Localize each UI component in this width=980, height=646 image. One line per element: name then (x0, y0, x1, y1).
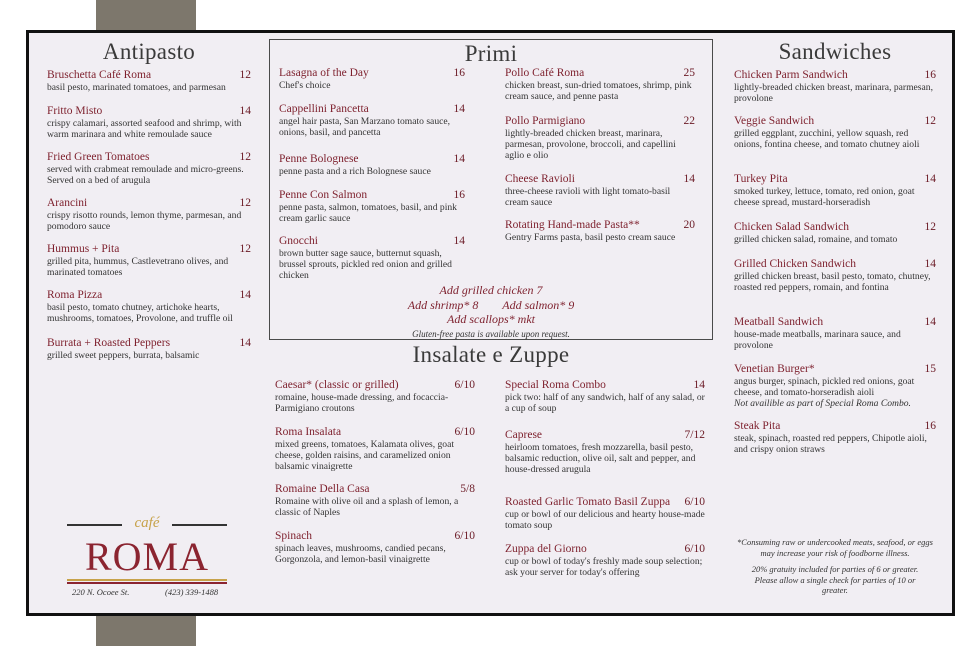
item-description: crispy risotto rounds, lemon thyme, parmesan, and pomodoro sauce (47, 210, 242, 233)
menu-item (734, 173, 936, 208)
item-name: Pollo Parmigiano (505, 115, 586, 127)
item-name: Penne Con Salmon (279, 189, 368, 201)
item-price: 6/10 (454, 426, 475, 438)
primi-heading: Primi (464, 41, 518, 66)
item-description: crispy calamari, assorted seafood and shrimp, with warm marinara and white remoulade sauce (47, 118, 242, 141)
menu-item (505, 219, 695, 243)
item-description: smoked turkey, lettuce, tomato, red onion, goat cheese spread, mustard-horseradish (734, 186, 915, 209)
logo-stripe-gold (67, 579, 227, 581)
item-description: house-made meatballs, marinara sauce, and provolone (734, 329, 901, 352)
menu-item (47, 105, 251, 140)
item-name: Roma Insalata (275, 426, 342, 438)
item-description: Romaine with olive oil and a splash of lemon, a classic of Naples (275, 496, 459, 519)
addon-shrimp: Add shrimp* 8 (407, 297, 479, 312)
menu-item (734, 363, 936, 410)
item-description: three-cheese ravioli with light tomato-basil cream sauce (505, 186, 671, 209)
menu-item (275, 530, 475, 565)
antipasto-column (47, 39, 251, 65)
item-name: Romaine Della Casa (275, 483, 370, 495)
logo-cafe-text: café (134, 515, 160, 531)
item-price: 12 (924, 115, 936, 127)
sandwiches-heading: Sandwiches (778, 39, 892, 64)
item-price: 14 (924, 173, 936, 185)
menu-item (47, 69, 251, 93)
item-name: Grilled Chicken Sandwich (734, 258, 857, 270)
addon-shrimp-salmon (269, 298, 713, 313)
item-price: 14 (924, 316, 936, 328)
item-price: 16 (453, 189, 465, 201)
menu-item (47, 243, 251, 278)
item-description: romaine, house-made dressing, and focaccia-Parmigiano croutons (275, 392, 449, 415)
menu-item (275, 379, 475, 414)
item-price: 14 (453, 153, 465, 165)
menu-item (275, 426, 475, 473)
item-description: grilled sweet peppers, burrata, balsamic (47, 350, 200, 361)
item-description: basil pesto, marinated tomatoes, and parmesan (47, 82, 226, 93)
menu-item (734, 69, 936, 104)
item-description: Gentry Farms pasta, basil pesto cream sauce (505, 232, 676, 243)
menu-item (734, 115, 936, 150)
phone-text: (423) 339-1488 (165, 587, 219, 597)
logo-roma-text: ROMA (84, 534, 210, 579)
menu-item (47, 289, 251, 324)
insalate-heading: Insalate e Zuppe (412, 342, 570, 367)
addon-scallops: Add scallops* mkt (447, 312, 535, 326)
item-name: Roasted Garlic Tomato Basil Zuppa (505, 496, 671, 508)
menu-item (505, 173, 695, 208)
item-name: Steak Pita (734, 420, 781, 432)
item-description: heirloom tomatoes, fresh mozzarella, basil pesto, balsamic reduction, olive oil, salt and pepper, and house-dressed arugula (505, 442, 696, 476)
item-price: 6/10 (684, 543, 705, 555)
item-price: 6/10 (684, 496, 705, 508)
item-price: 6/10 (454, 379, 475, 391)
gratuity-note: 20% gratuity included for parties of 6 or greater. Please allow a single check for parties of 10 or greater. (751, 564, 919, 595)
menu-item (734, 221, 936, 245)
item-name: Spinach (275, 530, 313, 542)
item-name: Pollo Café Roma (505, 67, 585, 79)
item-price: 14 (453, 103, 465, 115)
menu-item (505, 67, 695, 102)
bottom-tab-decoration (96, 616, 196, 646)
item-price: 22 (683, 115, 695, 127)
item-name: Lasagna of the Day (279, 67, 369, 79)
gluten-free-note: Gluten-free pasta is available upon request. (412, 328, 570, 339)
cafe-roma-logo (67, 515, 227, 601)
item-description: brown butter sage sauce, butternut squash, brussel sprouts, pickled red onion and grilled chicken (279, 248, 452, 282)
item-name: Hummus + Pita (47, 243, 120, 255)
menu-item (279, 67, 465, 91)
item-price: 14 (924, 258, 936, 270)
item-name: Veggie Sandwich (734, 115, 815, 127)
item-price: 5/8 (460, 483, 475, 495)
item-description: penne pasta and a rich Bolognese sauce (279, 166, 431, 177)
item-price: 7/12 (684, 429, 705, 441)
item-description: angel hair pasta, San Marzano tomato sauce, onions, basil, and pancetta (279, 116, 451, 139)
item-description: served with crabmeat remoulade and micro-greens. Served on a bed of arugula (47, 164, 244, 187)
item-description: grilled eggplant, zucchini, yellow squash, red onions, fontina cheese, and tomato chutney aioli (734, 128, 920, 151)
item-description: grilled chicken salad, romaine, and tomato (734, 234, 898, 245)
menu-item (505, 543, 705, 578)
item-description: lightly-breaded chicken breast, marinara, parmesan, provolone, broccoli, and capellini aglio e olio (505, 128, 676, 162)
top-tab-decoration (96, 0, 196, 30)
item-name: Special Roma Combo (505, 379, 606, 391)
item-name: Fried Green Tomatoes (47, 151, 150, 163)
menu-item (47, 197, 251, 232)
menu-card (26, 30, 955, 616)
item-price: 20 (683, 219, 695, 231)
menu-item (505, 496, 705, 531)
menu-item (279, 189, 465, 224)
menu-item (734, 420, 936, 455)
item-description: grilled chicken breast, basil pesto, tomato, chutney, roasted red peppers, romain, and fontina (734, 271, 931, 294)
item-description: steak, spinach, roasted red peppers, Chipotle aioli, and crispy onion straws (734, 433, 927, 456)
item-description: mixed greens, tomatoes, Kalamata olives, goat cheese, golden raisins, and caramelized onion balsamic vinaigrette (275, 439, 455, 473)
item-description: lightly-breaded chicken breast, marinara, parmesan, provolone (734, 82, 933, 105)
item-price: 12 (239, 243, 251, 255)
item-price: 14 (239, 105, 251, 117)
item-name: Cappellini Pancetta (279, 103, 369, 115)
item-name: Penne Bolognese (279, 153, 359, 165)
item-description: cup or bowl of today's freshly made soup selection; ask your server for today's offering (505, 556, 703, 579)
item-name: Caprese (505, 429, 543, 441)
item-price: 14 (239, 289, 251, 301)
item-name: Meatball Sandwich (734, 316, 824, 328)
menu-item (47, 151, 251, 186)
menu-item (734, 316, 936, 351)
antipasto-heading: Antipasto (102, 39, 196, 64)
item-note: Not availible as part of Special Roma Combo. (734, 398, 911, 410)
item-description: Chef's choice (279, 80, 331, 91)
item-description: basil pesto, tomato chutney, artichoke hearts, mushrooms, tomatoes, Provolone, and truffle oil (47, 302, 233, 325)
menu-item (275, 483, 475, 518)
logo-stripe-red (67, 582, 227, 584)
primi-addons (269, 283, 713, 341)
item-description: grilled pita, hummus, Castlevetrano olives, and marinated tomatoes (47, 256, 229, 279)
item-description: cup or bowl of our delicious and hearty house-made tomato soup (505, 509, 705, 532)
item-description: spinach leaves, mushrooms, candied pecans, Gorgonzola, and lemon-basil vinaigrette (275, 543, 446, 566)
item-name: Fritto Misto (47, 105, 103, 117)
menu-item (279, 103, 465, 138)
item-name: Venetian Burger* (734, 363, 815, 375)
menu-item (47, 337, 251, 361)
item-price: 12 (239, 197, 251, 209)
item-price: 14 (453, 235, 465, 247)
item-name: Chicken Parm Sandwich (734, 69, 848, 81)
item-price: 16 (924, 420, 936, 432)
item-description: pick two: half of any sandwich, half of any salad, or a cup of soup (505, 392, 705, 415)
sandwiches-column (733, 39, 937, 65)
insalate-column (269, 342, 713, 368)
item-name: Caesar* (classic or grilled) (275, 379, 399, 391)
item-name: Arancini (47, 197, 88, 209)
menu-item (279, 153, 465, 177)
item-name: Chicken Salad Sandwich (734, 221, 849, 233)
item-price: 14 (239, 337, 251, 349)
item-price: 6/10 (454, 530, 475, 542)
item-name: Gnocchi (279, 235, 318, 247)
menu-item (734, 258, 936, 293)
item-price: 16 (453, 67, 465, 79)
item-price: 14 (683, 173, 695, 185)
item-price: 15 (924, 363, 936, 375)
item-name: Turkey Pita (734, 173, 788, 185)
item-price: 12 (239, 151, 251, 163)
item-name: Zuppa del Giorno (505, 543, 587, 555)
item-description: penne pasta, salmon, tomatoes, basil, and pink cream garlic sauce (279, 202, 457, 225)
address-text: 220 N. Ocoee St. (72, 587, 130, 597)
menu-item (505, 379, 705, 414)
consuming-note: *Consuming raw or undercooked meats, seafood, or eggs may increase your risk of foodborne illness. (737, 537, 933, 558)
menu-item (505, 115, 695, 162)
item-name: Roma Pizza (47, 289, 103, 301)
menu-item (279, 235, 465, 282)
item-name: Burrata + Roasted Peppers (47, 337, 171, 349)
item-price: 12 (239, 69, 251, 81)
item-price: 12 (924, 221, 936, 233)
addon-chicken: Add grilled chicken 7 (439, 283, 543, 297)
item-description: angus burger, spinach, pickled red onions, goat cheese, and tomato-horseradish aioli (734, 376, 915, 399)
item-name: Bruschetta Café Roma (47, 69, 152, 81)
item-name: Cheese Ravioli (505, 173, 575, 185)
addon-salmon: Add salmon* 9 (502, 297, 575, 312)
item-name: Rotating Hand-made Pasta** (505, 219, 640, 231)
item-price: 16 (924, 69, 936, 81)
item-price: 25 (683, 67, 695, 79)
item-price: 14 (693, 379, 705, 391)
item-description: chicken breast, sun-dried tomatoes, shrimp, pink cream sauce, and penne pasta (505, 80, 692, 103)
menu-item (505, 429, 705, 476)
